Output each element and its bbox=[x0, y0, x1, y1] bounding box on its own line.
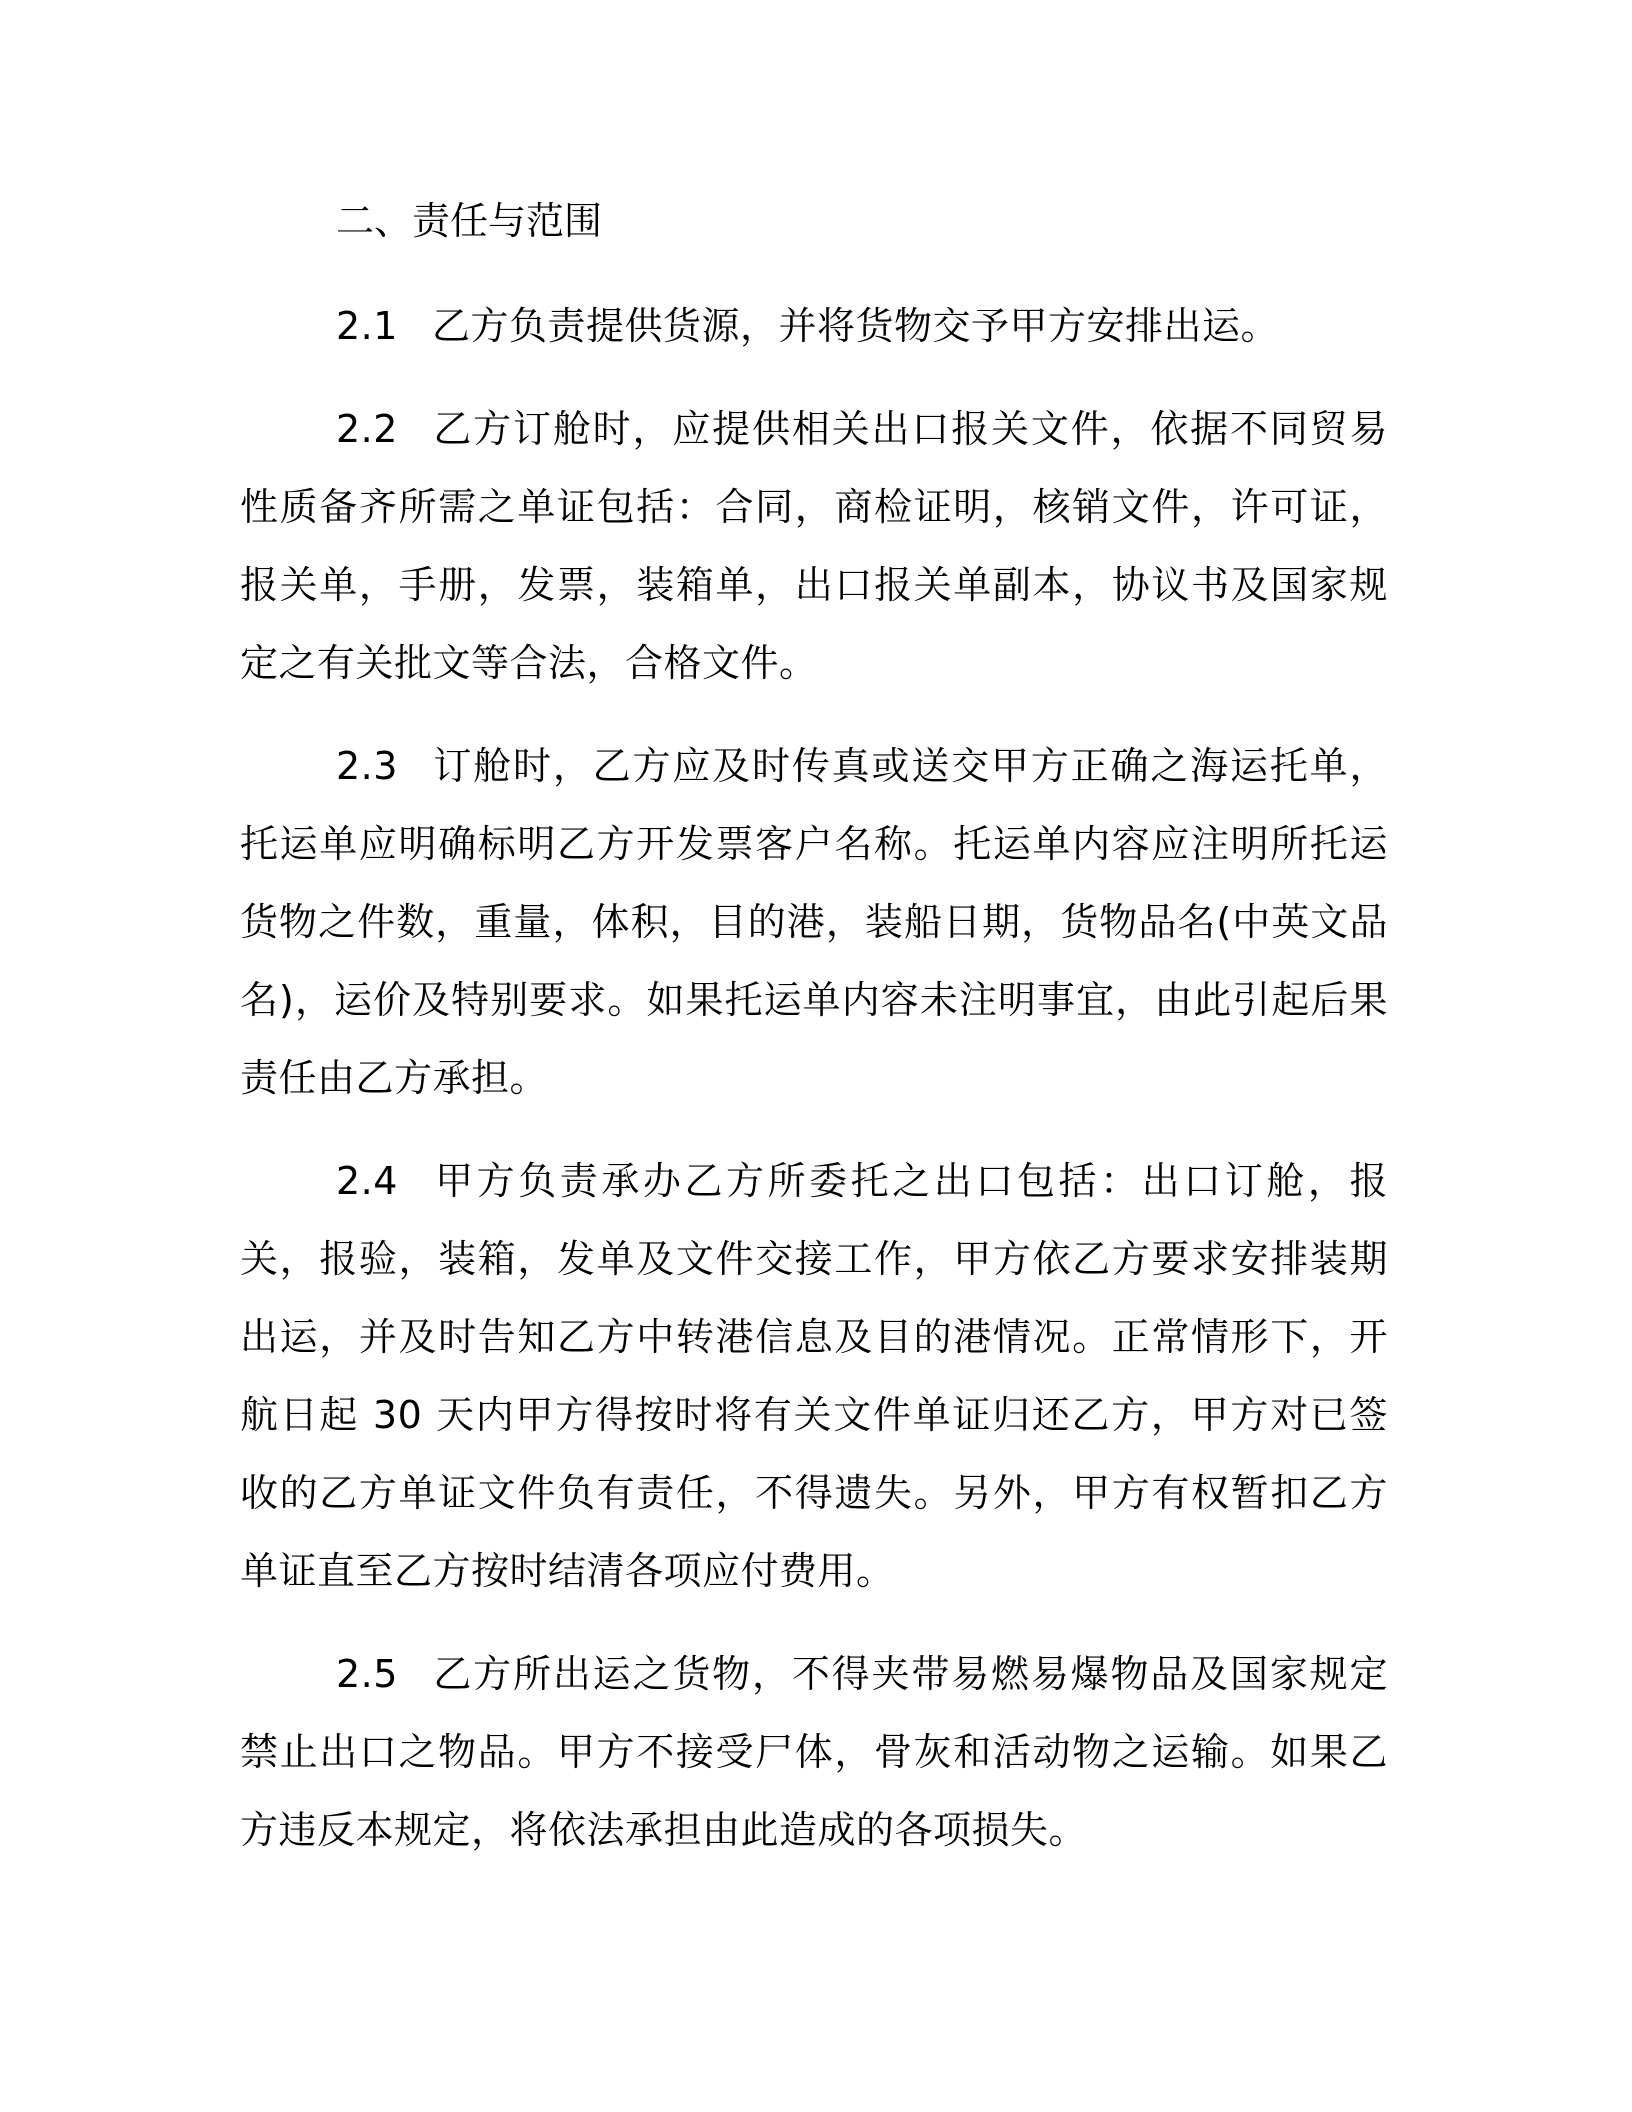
clause-2-3 bbox=[240, 727, 1388, 1117]
clause-2-2 bbox=[240, 390, 1388, 702]
clause-number: 2.5 bbox=[336, 1652, 398, 1696]
clause-2-5 bbox=[240, 1635, 1388, 1869]
clause-2-4 bbox=[240, 1142, 1388, 1610]
section-heading: 二、责任与范围 bbox=[336, 199, 603, 243]
clause-text: 乙方订舱时，应提供相关出口报关文件，依据不同贸易性质备齐所需之单证包括：合同，商检证明，核销文件，许可证，报关单，手册，发票，装箱单，出口报关单副本，协议书及国家规定之有关批文等合法，合格文件。 bbox=[240, 407, 1388, 685]
clause-number: 2.2 bbox=[336, 407, 398, 451]
clause-text: 乙方所出运之货物，不得夹带易燃易爆物品及国家规定禁止出口之物品。甲方不接受尸体，骨灰和活动物之运输。如果乙方违反本规定，将依法承担由此造成的各项损失。 bbox=[240, 1652, 1388, 1852]
clause-text: 乙方负责提供货源，并将货物交予甲方安排出运。 bbox=[432, 304, 1280, 348]
clause-text: 订舱时，乙方应及时传真或送交甲方正确之海运托单，托运单应明确标明乙方开发票客户名称。托运单内容应注明所托运货物之件数，重量，体积，目的港，装船日期，货物品名(中英文品名)，运价及特别要求。如果托运单内容未注明事宜，由此引起后果责任由乙方承担。 bbox=[240, 744, 1388, 1100]
clause-number: 2.3 bbox=[336, 744, 398, 788]
clause-2-1 bbox=[240, 287, 1388, 365]
clause-number: 2.4 bbox=[336, 1159, 398, 1203]
clause-number: 2.1 bbox=[336, 304, 398, 348]
clause-text: 甲方负责承办乙方所委托之出口包括：出口订舱，报关，报验，装箱，发单及文件交接工作，甲方依乙方要求安排装期出运，并及时告知乙方中转港信息及目的港情况。正常情形下，开航日起 30 天内甲方得按时将有关文件单证归还乙方，甲方对已签收的乙方单证文件负有责任，不得遗失。另外，甲方有权暂扣乙方单证直至乙方按时结清各项应付费用。 bbox=[240, 1159, 1388, 1593]
document-body bbox=[240, 183, 1388, 1869]
